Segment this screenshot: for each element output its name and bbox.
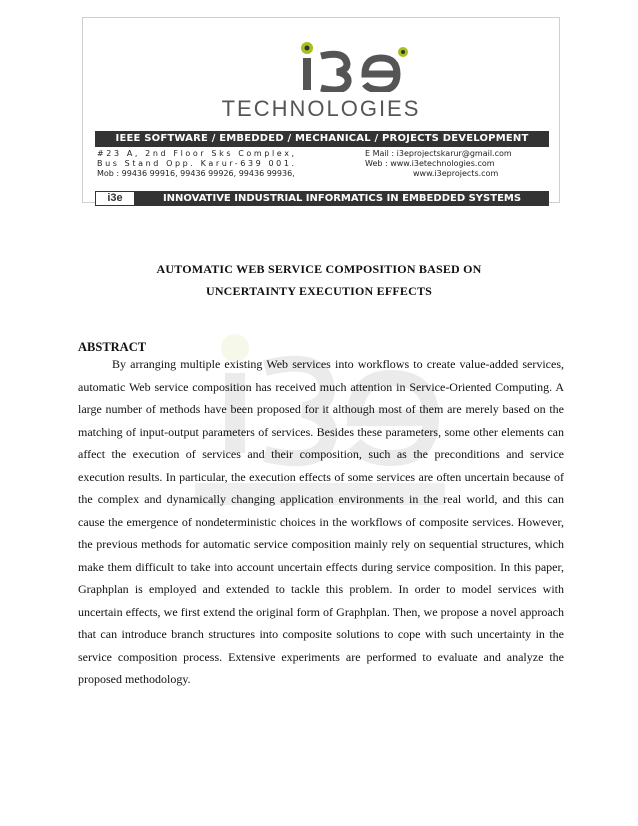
paper-title-line-2: UNCERTAINTY EXECUTION EFFECTS <box>205 284 433 298</box>
abstract-body: By arranging multiple existing Web services into workflows to create value-added services, automatic Web service composition has received much attention in Service-Oriented Computing. A large number of methods have been proposed for it although most of them are merely based on the matching of input-output parameters of services. Besides these parameters, some other elements can affect the execution of services and their composition, such as the preconditions and service execution results. In particular, the execution effects of some services are often uncertain because of the complex and dynamically changing application environments in the real world, and this can cause the emergence of nondeterministic choices in the workflows of composite services. However, the previous methods for automatic service composition mainly rely on sequential structures, which make them difficult to take into account uncertain effects during service composition. In this paper, Graphplan is employed and extended to tackle this problem. In order to model services with uncertain effects, we first extend the original form of Graphplan. Then, we propose a novel approach that can introduce branch structures into composite solutions to cope with such uncertainty in the service composition process. Extensive experiments are performed to evaluate and analyze the proposed methodology. <box>78 357 564 686</box>
email-address: E Mail : i3eprojectskarur@gmail.com <box>365 149 512 158</box>
letterhead <box>82 17 560 203</box>
services-band: IEEE SOFTWARE / EMBEDDED / MECHANICAL / PROJECTS DEVELOPMENT <box>95 131 549 147</box>
online-contact-block <box>365 149 551 179</box>
mobile-numbers: Mob : 99436 99916, 99436 99926, 99436 99936, <box>97 169 295 178</box>
address-line-2: Bus Stand Opp. Karur-639 001. <box>97 159 297 168</box>
contact-info <box>97 149 549 189</box>
logo-technologies-text: TECHNOLOGIES <box>221 96 421 121</box>
tagline-band <box>95 191 549 206</box>
i3e-logo-icon <box>293 40 423 92</box>
paper-title-line-1: AUTOMATIC WEB SERVICE COMPOSITION BASED ON <box>156 262 482 276</box>
address-line-1: #23 A, 2nd Floor Sks Complex, <box>97 149 297 158</box>
tagline-text: INNOVATIVE INDUSTRIAL INFORMATICS IN EMBEDDED SYSTEMS <box>162 193 522 204</box>
address-block <box>97 149 367 179</box>
website-1: Web : www.i3etechnologies.com <box>365 159 495 168</box>
website-2: www.i3eprojects.com <box>413 169 499 178</box>
small-logo: i3e <box>95 191 135 206</box>
abstract-heading: ABSTRACT <box>78 340 147 354</box>
company-logo <box>83 40 559 122</box>
